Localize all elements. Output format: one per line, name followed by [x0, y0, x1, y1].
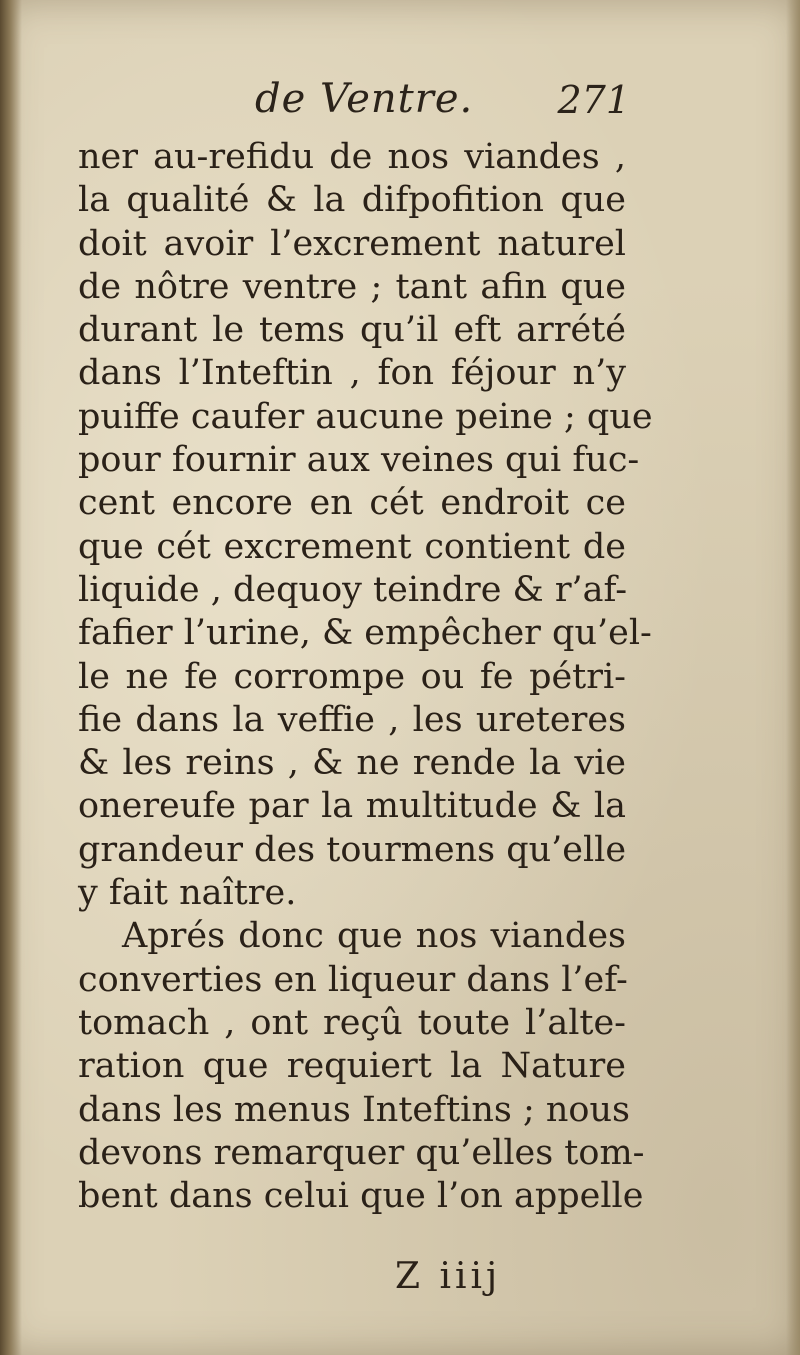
- running-title: de Ventre.: [255, 76, 474, 122]
- text-line: tomach , ont reçû toute l’alte-: [78, 1002, 626, 1043]
- text-line: doit avoir l’excrement naturel: [78, 223, 626, 264]
- text-line: de nôtre ventre ; tant afin que: [78, 266, 626, 307]
- text-line: liquide , dequoy teindre & r’af-: [78, 569, 628, 610]
- text-line: converties en liqueur dans l’ef-: [78, 959, 628, 1000]
- text-line: ner au-refidu de nos viandes ,: [78, 137, 626, 177]
- text-line: pour fournir aux veines qui fuc-: [78, 440, 640, 481]
- page-spine-shadow: [0, 0, 22, 1355]
- text-line: devons remarquer qu’elles tom-: [78, 1132, 645, 1173]
- text-line: durant le tems qu’il eft arrété: [78, 310, 626, 351]
- page-edge-shadow: [786, 0, 800, 1355]
- paragraph-end-line: y fait naître.: [78, 873, 297, 914]
- text-line: ration que requiert la Nature: [78, 1046, 626, 1087]
- text-line: cent encore en cét endroit ce: [78, 483, 626, 524]
- text-line: la qualité & la difpofition que: [78, 180, 626, 221]
- body-text: [78, 136, 653, 1218]
- paragraph-start-line: Aprés donc que nos viandes: [122, 916, 626, 957]
- text-line: & les reins , & ne rende la vie: [78, 743, 626, 784]
- text-line: grandeur des tourmens qu’elle: [78, 829, 627, 870]
- text-line: bent dans celui que l’on appelle: [78, 1176, 644, 1217]
- text-line: dans l’Inteftin , fon féjour n’y: [78, 353, 626, 394]
- text-line: le ne fe corrompe ou fe pétri-: [78, 656, 626, 697]
- text-line: onereufe par la multitude & la: [78, 786, 626, 827]
- page-number: 271: [557, 78, 630, 122]
- text-line: fie dans la veffie , les ureteres: [78, 699, 626, 740]
- text-line: fafier l’urine, & empêcher qu’el-: [78, 613, 652, 654]
- text-line: que cét excrement contient de: [78, 526, 626, 567]
- running-head: [70, 70, 630, 130]
- text-line: dans les menus Inteftins ; nous: [78, 1089, 630, 1130]
- signature-mark: Z iiij: [395, 1256, 502, 1297]
- text-line: puiffe caufer aucune peine ; que: [78, 396, 653, 437]
